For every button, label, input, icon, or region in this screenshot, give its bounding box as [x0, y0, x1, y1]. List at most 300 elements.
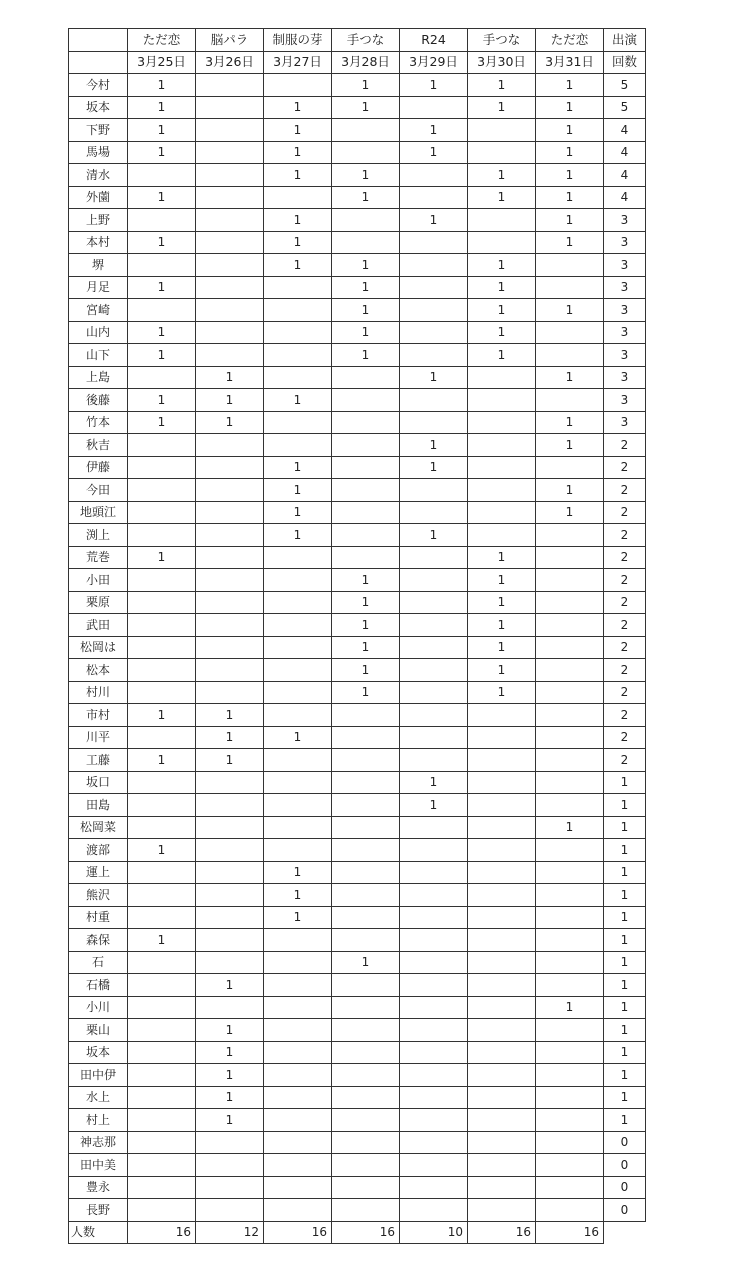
attendance-cell	[196, 1199, 264, 1222]
member-name-cell: 月足	[69, 276, 128, 299]
appearance-count-cell: 1	[604, 906, 646, 929]
attendance-cell	[196, 141, 264, 164]
attendance-cell: 1	[400, 771, 468, 794]
table-row	[69, 1019, 646, 1042]
attendance-cell	[196, 636, 264, 659]
attendance-cell	[332, 366, 400, 389]
attendance-cell	[536, 254, 604, 277]
table-row	[69, 659, 646, 682]
header-corner-cell	[69, 29, 128, 52]
attendance-cell	[332, 209, 400, 232]
attendance-cell	[468, 1131, 536, 1154]
attendance-cell: 1	[536, 366, 604, 389]
attendance-cell: 1	[196, 1064, 264, 1087]
attendance-cell	[468, 794, 536, 817]
attendance-cell: 1	[536, 996, 604, 1019]
appearance-count-cell: 1	[604, 929, 646, 952]
attendance-cell	[468, 1199, 536, 1222]
attendance-cell	[468, 141, 536, 164]
member-name-cell: 上島	[69, 366, 128, 389]
member-name-cell: 村上	[69, 1109, 128, 1132]
footer-count-cell: 10	[400, 1221, 468, 1244]
attendance-cell	[264, 276, 332, 299]
appearance-count-cell: 3	[604, 389, 646, 412]
attendance-cell: 1	[196, 389, 264, 412]
attendance-cell	[536, 771, 604, 794]
header-cell-show: ただ恋	[128, 29, 196, 52]
attendance-cell: 1	[332, 659, 400, 682]
attendance-cell	[128, 524, 196, 547]
attendance-cell: 1	[536, 479, 604, 502]
attendance-cell	[400, 749, 468, 772]
attendance-cell: 1	[332, 186, 400, 209]
attendance-cell	[128, 816, 196, 839]
attendance-cell	[400, 344, 468, 367]
appearance-count-cell: 1	[604, 794, 646, 817]
attendance-cell	[128, 996, 196, 1019]
attendance-cell	[400, 1176, 468, 1199]
member-name-cell: 工藤	[69, 749, 128, 772]
member-name-cell: 石橋	[69, 974, 128, 997]
member-name-cell: 石	[69, 951, 128, 974]
member-name-cell: 森保	[69, 929, 128, 952]
attendance-cell	[468, 1176, 536, 1199]
member-name-cell: 清水	[69, 164, 128, 187]
member-name-cell: 神志那	[69, 1131, 128, 1154]
appearance-count-cell: 1	[604, 839, 646, 862]
member-name-cell: 馬場	[69, 141, 128, 164]
attendance-cell: 1	[196, 726, 264, 749]
member-name-cell: 坂口	[69, 771, 128, 794]
attendance-cell	[400, 1131, 468, 1154]
attendance-cell	[400, 614, 468, 637]
table-row	[69, 119, 646, 142]
attendance-cell	[536, 636, 604, 659]
attendance-cell	[264, 186, 332, 209]
attendance-cell	[400, 479, 468, 502]
footer-count-cell: 16	[264, 1221, 332, 1244]
attendance-cell: 1	[128, 141, 196, 164]
appearance-count-cell: 3	[604, 344, 646, 367]
header-cell-show: 手つな	[332, 29, 400, 52]
attendance-cell	[400, 276, 468, 299]
appearance-count-cell: 1	[604, 816, 646, 839]
table-body	[69, 29, 646, 1244]
attendance-cell	[196, 164, 264, 187]
table-row	[69, 929, 646, 952]
header-cell-date: 3月29日	[400, 51, 468, 74]
attendance-cell: 1	[264, 726, 332, 749]
attendance-cell: 1	[468, 276, 536, 299]
member-name-cell: 秋吉	[69, 434, 128, 457]
member-name-cell: 武田	[69, 614, 128, 637]
appearance-count-cell: 2	[604, 704, 646, 727]
member-name-cell: 後藤	[69, 389, 128, 412]
attendance-cell: 1	[128, 231, 196, 254]
member-name-cell: 川平	[69, 726, 128, 749]
attendance-cell	[332, 884, 400, 907]
attendance-cell: 1	[128, 186, 196, 209]
attendance-cell	[468, 434, 536, 457]
attendance-cell: 1	[400, 141, 468, 164]
attendance-cell	[196, 569, 264, 592]
attendance-cell	[536, 524, 604, 547]
attendance-cell	[196, 839, 264, 862]
member-name-cell: 水上	[69, 1086, 128, 1109]
attendance-cell	[468, 906, 536, 929]
attendance-cell	[128, 366, 196, 389]
attendance-cell	[196, 591, 264, 614]
attendance-cell	[332, 794, 400, 817]
attendance-cell: 1	[264, 501, 332, 524]
table-row	[69, 209, 646, 232]
attendance-cell: 1	[332, 636, 400, 659]
attendance-cell	[332, 996, 400, 1019]
appearance-count-cell: 2	[604, 456, 646, 479]
attendance-cell	[536, 861, 604, 884]
table-row	[69, 366, 646, 389]
attendance-cell	[264, 1131, 332, 1154]
table-row	[69, 231, 646, 254]
attendance-cell	[400, 659, 468, 682]
attendance-cell: 1	[332, 276, 400, 299]
appearance-count-cell: 1	[604, 1041, 646, 1064]
attendance-cell	[128, 771, 196, 794]
header-cell-date: 3月25日	[128, 51, 196, 74]
attendance-cell	[400, 1041, 468, 1064]
attendance-cell	[400, 884, 468, 907]
attendance-cell	[128, 209, 196, 232]
attendance-cell	[264, 591, 332, 614]
attendance-cell	[468, 726, 536, 749]
attendance-cell	[196, 119, 264, 142]
attendance-cell	[128, 614, 196, 637]
attendance-cell	[196, 681, 264, 704]
attendance-cell: 1	[196, 366, 264, 389]
attendance-cell	[536, 951, 604, 974]
attendance-cell	[332, 119, 400, 142]
attendance-cell	[536, 276, 604, 299]
table-row	[69, 951, 646, 974]
attendance-cell	[264, 1041, 332, 1064]
attendance-cell	[196, 456, 264, 479]
member-name-cell: 坂本	[69, 96, 128, 119]
attendance-cell	[196, 299, 264, 322]
attendance-cell	[468, 411, 536, 434]
member-name-cell: 長野	[69, 1199, 128, 1222]
member-name-cell: 今村	[69, 74, 128, 97]
attendance-cell	[264, 299, 332, 322]
attendance-cell	[400, 96, 468, 119]
attendance-cell	[468, 1086, 536, 1109]
attendance-cell	[128, 1064, 196, 1087]
attendance-cell	[264, 681, 332, 704]
attendance-cell	[400, 681, 468, 704]
attendance-cell	[468, 861, 536, 884]
member-name-cell: 村川	[69, 681, 128, 704]
appearance-count-cell: 3	[604, 231, 646, 254]
attendance-cell	[264, 1019, 332, 1042]
attendance-cell	[400, 299, 468, 322]
attendance-cell	[468, 839, 536, 862]
table-row	[69, 254, 646, 277]
appearance-count-cell: 2	[604, 749, 646, 772]
appearance-count-cell: 1	[604, 974, 646, 997]
appearance-count-cell: 1	[604, 951, 646, 974]
attendance-cell: 1	[128, 74, 196, 97]
attendance-cell	[128, 434, 196, 457]
attendance-cell	[128, 456, 196, 479]
attendance-cell	[400, 951, 468, 974]
attendance-cell: 1	[468, 614, 536, 637]
table-row	[69, 164, 646, 187]
appearance-count-cell: 2	[604, 524, 646, 547]
attendance-cell	[400, 1109, 468, 1132]
attendance-cell	[400, 1154, 468, 1177]
member-name-cell: 山下	[69, 344, 128, 367]
attendance-cell	[468, 209, 536, 232]
appearance-count-cell: 4	[604, 186, 646, 209]
attendance-cell	[196, 524, 264, 547]
attendance-cell: 1	[128, 546, 196, 569]
attendance-cell	[128, 1176, 196, 1199]
header-cell-date: 3月31日	[536, 51, 604, 74]
attendance-cell: 1	[128, 96, 196, 119]
attendance-cell: 1	[264, 861, 332, 884]
appearance-count-cell: 2	[604, 726, 646, 749]
attendance-cell	[400, 1019, 468, 1042]
appearance-count-cell: 3	[604, 366, 646, 389]
attendance-cell: 1	[468, 186, 536, 209]
attendance-cell	[536, 749, 604, 772]
attendance-cell: 1	[536, 141, 604, 164]
attendance-cell	[128, 501, 196, 524]
attendance-cell	[196, 276, 264, 299]
attendance-cell	[468, 389, 536, 412]
attendance-cell	[468, 1064, 536, 1087]
attendance-cell	[264, 411, 332, 434]
table-row	[69, 456, 646, 479]
table-row	[69, 704, 646, 727]
attendance-cell	[468, 1019, 536, 1042]
attendance-cell	[332, 389, 400, 412]
attendance-cell	[196, 794, 264, 817]
member-name-cell: 田中伊	[69, 1064, 128, 1087]
appearance-count-cell: 0	[604, 1199, 646, 1222]
attendance-cell	[332, 501, 400, 524]
attendance-cell	[332, 141, 400, 164]
attendance-cell	[128, 794, 196, 817]
attendance-cell	[196, 546, 264, 569]
attendance-cell: 1	[196, 974, 264, 997]
member-name-cell: 本村	[69, 231, 128, 254]
attendance-cell	[128, 681, 196, 704]
attendance-cell: 1	[468, 96, 536, 119]
attendance-cell: 1	[468, 74, 536, 97]
member-name-cell: 下野	[69, 119, 128, 142]
attendance-cell: 1	[128, 321, 196, 344]
attendance-cell: 1	[264, 906, 332, 929]
attendance-cell	[468, 704, 536, 727]
header-cell-show: 手つな	[468, 29, 536, 52]
attendance-cell: 1	[264, 479, 332, 502]
attendance-cell	[332, 1041, 400, 1064]
attendance-cell	[128, 1199, 196, 1222]
attendance-cell: 1	[400, 74, 468, 97]
attendance-cell	[536, 794, 604, 817]
appearance-count-cell: 1	[604, 1086, 646, 1109]
attendance-cell	[400, 1199, 468, 1222]
attendance-cell	[196, 929, 264, 952]
attendance-cell	[400, 569, 468, 592]
table-row	[69, 591, 646, 614]
attendance-cell	[332, 411, 400, 434]
attendance-cell	[332, 861, 400, 884]
attendance-cell	[468, 816, 536, 839]
table-row	[69, 344, 646, 367]
attendance-cell	[400, 411, 468, 434]
attendance-cell	[468, 951, 536, 974]
attendance-cell	[196, 96, 264, 119]
table-row	[69, 816, 646, 839]
attendance-cell	[264, 839, 332, 862]
attendance-cell	[400, 1086, 468, 1109]
attendance-cell	[264, 546, 332, 569]
member-name-cell: 栗原	[69, 591, 128, 614]
attendance-cell	[536, 1176, 604, 1199]
attendance-cell	[128, 636, 196, 659]
attendance-cell: 1	[196, 411, 264, 434]
attendance-cell	[400, 929, 468, 952]
attendance-cell	[536, 1064, 604, 1087]
attendance-cell	[128, 659, 196, 682]
attendance-cell: 1	[536, 74, 604, 97]
attendance-cell	[264, 816, 332, 839]
attendance-cell	[400, 726, 468, 749]
appearance-count-cell: 0	[604, 1176, 646, 1199]
attendance-cell: 1	[264, 389, 332, 412]
appearance-count-cell: 3	[604, 299, 646, 322]
table-row	[69, 186, 646, 209]
attendance-cell	[332, 749, 400, 772]
attendance-cell	[468, 749, 536, 772]
footer-count-cell: 12	[196, 1221, 264, 1244]
attendance-cell	[536, 1019, 604, 1042]
attendance-cell	[196, 1154, 264, 1177]
member-name-cell: 渡部	[69, 839, 128, 862]
attendance-cell	[536, 1109, 604, 1132]
attendance-cell	[536, 726, 604, 749]
attendance-cell: 1	[400, 209, 468, 232]
attendance-cell	[264, 321, 332, 344]
attendance-cell	[196, 209, 264, 232]
table-row	[69, 546, 646, 569]
table-row	[69, 1131, 646, 1154]
attendance-cell	[128, 299, 196, 322]
attendance-cell	[264, 344, 332, 367]
attendance-cell	[536, 1154, 604, 1177]
attendance-cell	[196, 816, 264, 839]
attendance-cell	[332, 1064, 400, 1087]
attendance-cell: 1	[332, 614, 400, 637]
attendance-cell	[128, 1086, 196, 1109]
attendance-cell: 1	[332, 591, 400, 614]
attendance-cell: 1	[468, 321, 536, 344]
table-row	[69, 524, 646, 547]
attendance-cell: 1	[264, 96, 332, 119]
attendance-cell	[264, 1176, 332, 1199]
attendance-cell	[332, 1019, 400, 1042]
header-cell-date: 3月26日	[196, 51, 264, 74]
attendance-cell	[128, 1041, 196, 1064]
attendance-cell	[332, 546, 400, 569]
table-row	[69, 434, 646, 457]
attendance-cell: 1	[264, 231, 332, 254]
header-cell-show: 脳パラ	[196, 29, 264, 52]
member-name-cell: 坂本	[69, 1041, 128, 1064]
attendance-cell	[536, 906, 604, 929]
table-row	[69, 749, 646, 772]
appearance-count-cell: 1	[604, 861, 646, 884]
attendance-cell: 1	[196, 1019, 264, 1042]
attendance-cell	[196, 434, 264, 457]
member-name-cell: 今田	[69, 479, 128, 502]
attendance-cell	[332, 839, 400, 862]
attendance-cell: 1	[196, 704, 264, 727]
table-row	[69, 501, 646, 524]
attendance-cell	[264, 1086, 332, 1109]
attendance-cell	[128, 1131, 196, 1154]
attendance-cell	[332, 1131, 400, 1154]
attendance-cell	[264, 929, 332, 952]
table-row	[69, 411, 646, 434]
attendance-cell: 1	[264, 884, 332, 907]
attendance-cell	[196, 501, 264, 524]
attendance-cell: 1	[128, 276, 196, 299]
appearance-count-cell: 2	[604, 546, 646, 569]
attendance-cell: 1	[536, 411, 604, 434]
attendance-cell	[400, 591, 468, 614]
attendance-cell: 1	[332, 299, 400, 322]
attendance-cell: 1	[332, 96, 400, 119]
attendance-cell	[536, 1199, 604, 1222]
attendance-cell: 1	[196, 1041, 264, 1064]
attendance-cell	[536, 389, 604, 412]
attendance-cell	[264, 659, 332, 682]
attendance-cell	[196, 884, 264, 907]
member-name-cell: 松岡菜	[69, 816, 128, 839]
attendance-cell	[468, 119, 536, 142]
attendance-cell	[196, 74, 264, 97]
attendance-cell	[468, 1109, 536, 1132]
attendance-cell: 1	[468, 569, 536, 592]
member-name-cell: 市村	[69, 704, 128, 727]
member-name-cell: 地頭江	[69, 501, 128, 524]
attendance-cell	[128, 479, 196, 502]
attendance-cell	[400, 704, 468, 727]
table-row	[69, 974, 646, 997]
attendance-cell	[536, 344, 604, 367]
attendance-cell	[536, 1041, 604, 1064]
attendance-cell	[264, 1109, 332, 1132]
attendance-cell: 1	[128, 704, 196, 727]
attendance-cell: 1	[128, 411, 196, 434]
attendance-cell	[400, 816, 468, 839]
header-cell-show: 制服の芽	[264, 29, 332, 52]
attendance-cell	[196, 996, 264, 1019]
attendance-cell	[468, 996, 536, 1019]
attendance-cell	[468, 1154, 536, 1177]
